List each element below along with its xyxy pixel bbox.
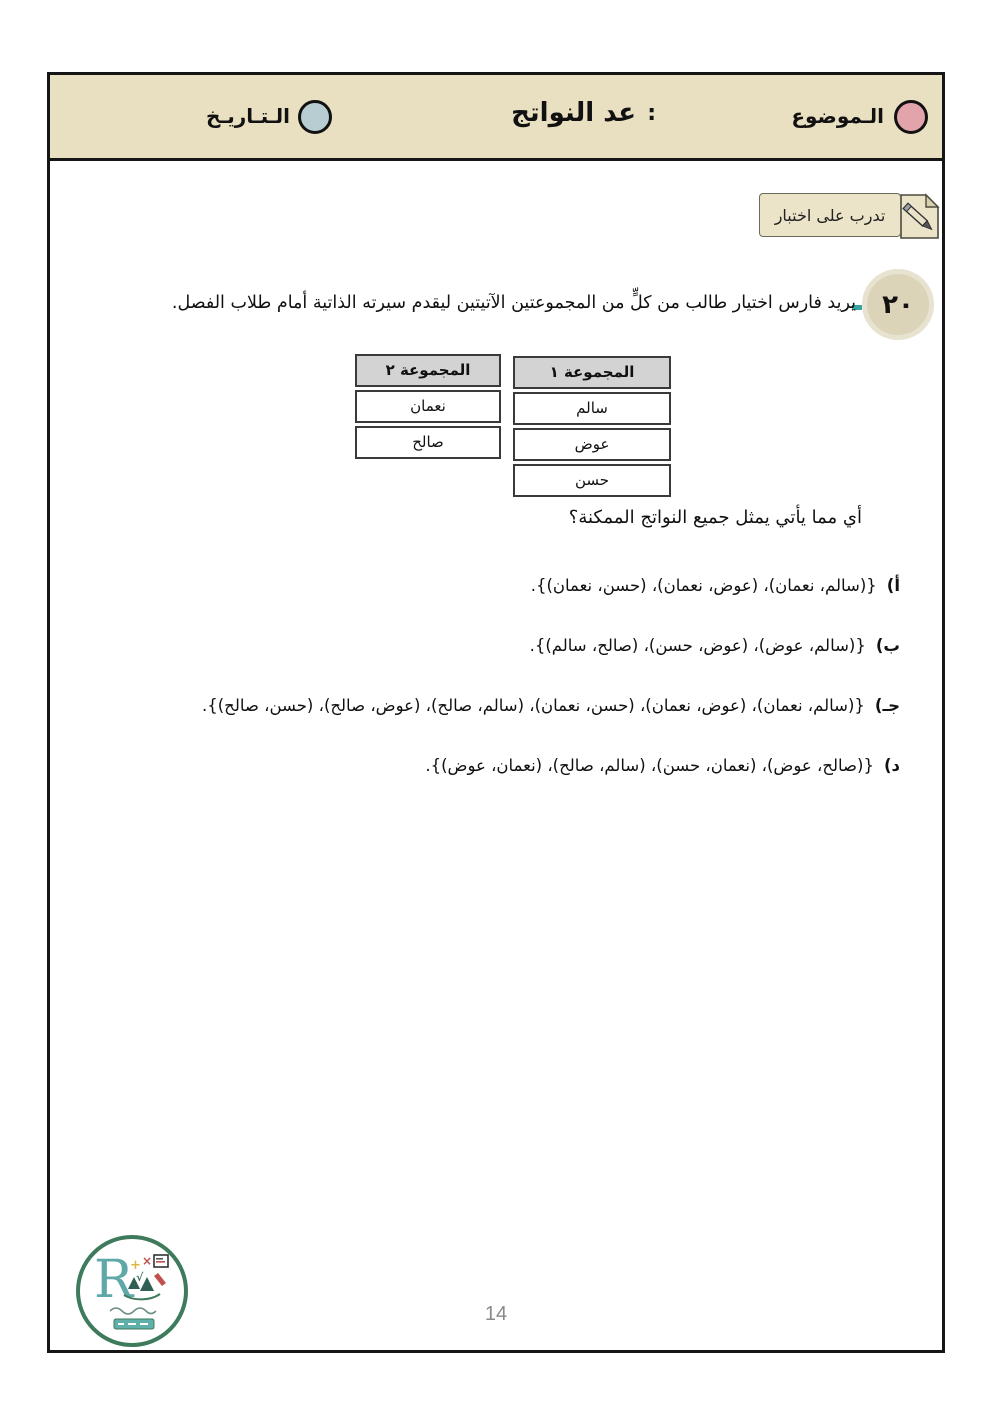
table-row: عوض [513, 428, 671, 461]
option-c-text: {(سالم، نعمان)، (عوض، نعمان)، (حسن، نعمان)، (سالم، صالح)، (عوض، صالح)، (حسن، صالح)}. [201, 696, 865, 715]
publisher-logo-art [80, 1239, 184, 1343]
subject-label: الـموضوع [791, 104, 884, 128]
option-b [530, 636, 900, 655]
option-a-letter: أ) [886, 576, 900, 595]
option-b-text: {(سالم، عوض)، (عوض، حسن)، (صالح، سالم)}. [529, 636, 866, 655]
logo-letter-r: R [94, 1250, 134, 1310]
header-band [50, 75, 942, 161]
option-b-letter: ب) [875, 636, 900, 655]
group2-table-header: المجموعة ٢ [355, 354, 501, 387]
option-d-letter: د) [883, 756, 900, 775]
practice-badge [759, 193, 901, 237]
option-d-text: {(صالح، عوض)، (نعمان، حسن)، (سالم، صالح)، (نعمان، عوض)}. [425, 756, 874, 775]
question-text: يريد فارس اختيار طالب من كلٍّ من المجموعتين الآتيتين ليقدم سيرته الذاتية أمام طلاب الفصل. [171, 293, 856, 313]
subject-dot-icon [894, 100, 928, 134]
option-c [202, 696, 900, 715]
header-colon: : [647, 101, 656, 126]
question-number: ٢٠ [882, 289, 914, 320]
option-d [425, 756, 900, 775]
svg-text:×: × [142, 1254, 153, 1268]
question-prompt: أي مما يأتي يمثل جميع النواتج الممكنة؟ [568, 507, 862, 528]
group1-table [513, 356, 671, 500]
svg-text:+: + [130, 1258, 141, 1273]
option-a-text: {(سالم، نعمان)، (عوض، نعمان)، (حسن، نعمان)}. [530, 576, 877, 595]
pencil-note-icon [897, 188, 941, 242]
table-row: سالم [513, 392, 671, 425]
question-number-badge [862, 269, 934, 340]
group2-table [355, 354, 501, 462]
table-row: نعمان [355, 390, 501, 423]
date-dot-icon [298, 100, 332, 134]
practice-badge-label: تدرب على اختبار [774, 205, 886, 225]
table-row: حسن [513, 464, 671, 497]
option-a [531, 576, 900, 595]
svg-text:√: √ [136, 1271, 144, 1284]
page-number: 14 [484, 1303, 508, 1325]
group1-table-header: المجموعة ١ [513, 356, 671, 389]
table-row: صالح [355, 426, 501, 459]
date-label: الـتـاريـخ [206, 104, 290, 128]
publisher-logo [76, 1235, 188, 1347]
page-frame [47, 72, 945, 1353]
page-title: عد النواتج [511, 98, 636, 128]
option-c-letter: جـ) [874, 696, 900, 715]
